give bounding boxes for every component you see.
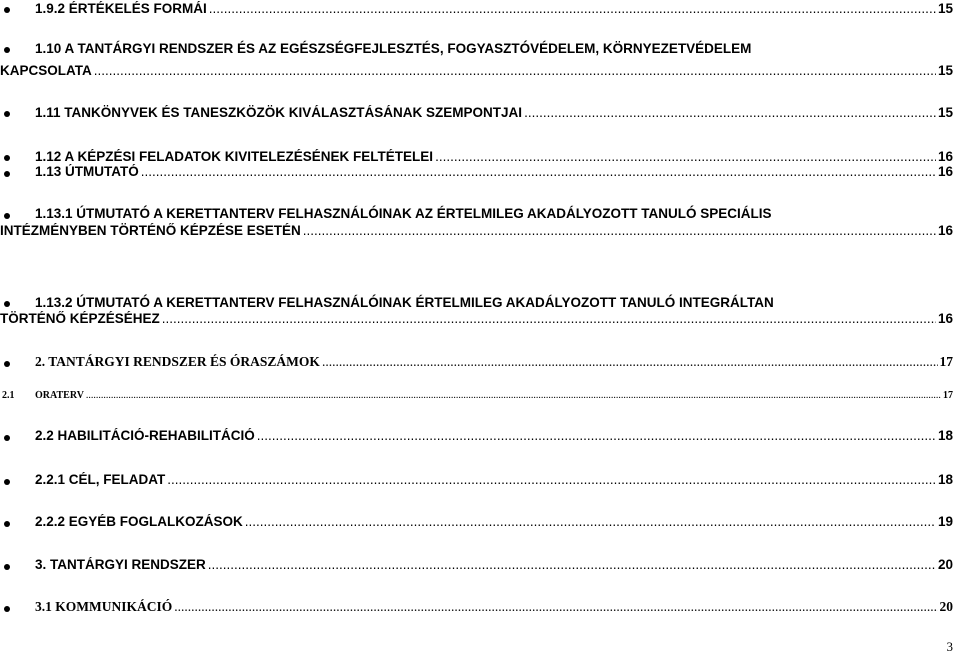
toc-line [35,599,953,615]
bullet-icon [4,521,10,527]
bullet-icon [4,435,10,441]
bullet-icon [4,111,10,117]
bullet-icon [4,213,10,219]
dot-leader [162,311,936,326]
toc-line [35,105,953,120]
dot-leader [245,514,936,529]
bullet-icon [4,479,10,485]
toc-line [35,472,953,487]
toc-page-number: 16 [937,311,953,326]
toc-entry-title: 2.2 HABILITÁCIÓ-REHABILITÁCIÓ [35,428,255,443]
toc-line [35,428,953,443]
toc-page-number: 15 [937,63,953,78]
bullet-icon [4,171,10,177]
dot-leader [524,105,936,120]
toc-entry-title: 3.1 KOMMUNIKÁCIÓ [35,599,173,614]
dot-leader [209,1,936,16]
toc-line [0,223,953,238]
toc-entry-title: 1.12 A KÉPZÉSI FELADATOK KIVITELEZÉSÉNEK FELTÉTELEI [35,149,434,164]
dot-leader [94,63,936,78]
toc-entry-title-line2: TÖRTÉNŐ KÉPZÉSÉHEZ [0,311,160,326]
toc-entry-title: 1.9.2 ÉRTÉKELÉS FORMÁI [35,1,207,16]
toc-page-number: 17 [943,390,953,401]
toc-page-number: 15 [937,1,953,16]
toc-page-number: 20 [937,557,953,572]
toc-page-number: 15 [937,105,953,120]
toc-entry-title: ÓRATERV [35,390,84,401]
toc-page-number: 16 [937,223,953,238]
toc-entry-title: 2.2.2 EGYÉB FOGLALKOZÁSOK [35,514,243,529]
toc-line [35,164,953,179]
toc-line [35,1,953,16]
bullet-icon [4,301,10,307]
toc-page-number: 16 [937,164,953,179]
dot-leader [303,223,936,238]
dot-leader [322,354,938,370]
toc-entry-title: 3. TANTÁRGYI RENDSZER [35,557,206,572]
toc-page-number: 19 [937,514,953,529]
toc-entry-title-line2: INTÉZMÉNYBEN TÖRTÉNŐ KÉPZÉSE ESETÉN [0,223,301,238]
toc-page-number: 18 [937,428,953,443]
toc-line [35,514,953,529]
dot-leader [174,599,937,615]
toc-entry-title: 1.11 TANKÖNYVEK ÉS TANESZKÖZÖK KIVÁLASZTÁSÁNAK SZEMPONTJAI [35,105,523,120]
bullet-icon [4,564,10,570]
page-number: 3 [946,639,953,654]
bullet-icon [4,361,10,367]
toc-line [0,63,953,78]
toc-entry-title: 2. TANTÁRGYI RENDSZER ÉS ÓRASZÁMOK [35,354,320,369]
dot-leader [208,557,936,572]
toc-line [0,311,953,326]
bullet-icon [4,47,10,53]
bullet-icon [4,606,10,612]
dot-leader [141,164,936,179]
toc-line [35,354,953,370]
toc-line [35,149,953,164]
toc-entry-number: 2.1 [2,390,15,401]
toc-page-number: 17 [939,354,953,369]
dot-leader [435,149,936,164]
toc-entry-title-line1: 1.10 A TANTÁRGYI RENDSZER ÉS AZ EGÉSZSÉGFEJLESZTÉS, FOGYASZTÓVÉDELEM, KÖRNYEZETVÉDELEM [35,41,752,56]
toc-line [35,390,953,401]
bullet-icon [4,7,10,13]
toc-entry-title-line1: 1.13.2 ÚTMUTATÓ A KERETTANTERV FELHASZNÁLÓINAK ÉRTELMILEG AKADÁLYOZOTT TANULÓ INTEGRÁLTAN [35,295,774,310]
toc-entry-title: 2.2.1 CÉL, FELADAT [35,472,166,487]
toc-entry-title-line2: KAPCSOLATA [0,63,92,78]
toc-page-number: 16 [937,149,953,164]
toc-page-number: 18 [937,472,953,487]
toc-line [35,557,953,572]
bullet-icon [4,155,10,161]
dot-leader [257,428,936,443]
toc-entry-title: 1.13 ÚTMUTATÓ [35,164,139,179]
toc-page-number: 20 [939,599,953,614]
toc-entry-title-line1: 1.13.1 ÚTMUTATÓ A KERETTANTERV FELHASZNÁLÓINAK AZ ÉRTELMILEG AKADÁLYOZOTT TANULÓ SPECIÁLIS [35,206,772,221]
dot-leader [167,472,936,487]
dot-leader [86,390,941,401]
